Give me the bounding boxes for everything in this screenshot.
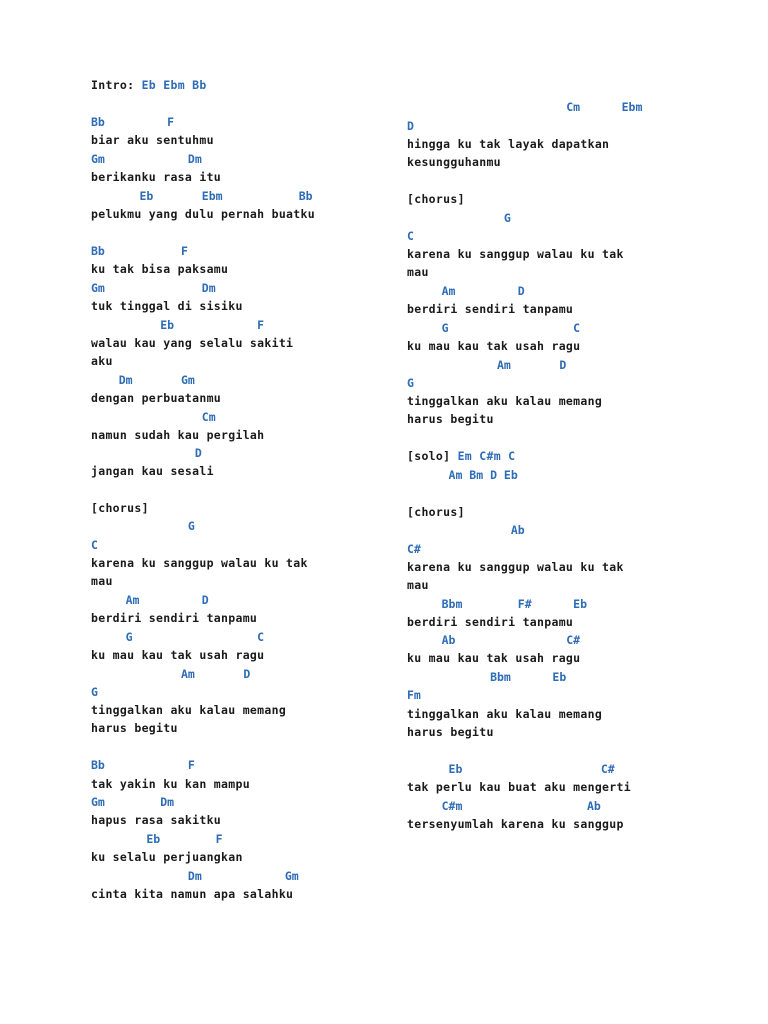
left-lyric-line: ku mau kau tak usah ragu (91, 648, 265, 662)
right-lyric-line: tak perlu kau buat aku mengerti (407, 780, 631, 794)
left-lyric-line: berdiri sendiri tanpamu (91, 611, 258, 625)
left-lyric-line: pelukmu yang dulu pernah buatku (91, 207, 315, 221)
left-chord-line: Eb F (91, 832, 223, 846)
left-chord-line: Gm Dm (91, 795, 175, 809)
left-chord-line: G C (91, 630, 265, 644)
right-chord-line: Am Bm D Eb (407, 468, 518, 482)
right-lyric-line: karena ku sanggup walau ku tak (407, 247, 624, 261)
right-chord-line: Fm (407, 688, 421, 702)
left-chord-line: D (91, 446, 202, 460)
left-chord-line: G (91, 519, 195, 533)
right-chord-line: Cm Ebm (407, 100, 643, 114)
left-chord-line: Eb F (91, 318, 265, 332)
right-lyric-line: [chorus] (407, 505, 465, 519)
left-lyric-line: berikanku rasa itu (91, 170, 222, 184)
section-label-text: Intro: (91, 78, 142, 92)
left-chord-line: Am D (91, 667, 251, 681)
right-chord-line: D (407, 119, 414, 133)
right-lyric-line: berdiri sendiri tanpamu (407, 302, 574, 316)
right-section-label (407, 447, 515, 465)
right-chord-line: Ab C# (407, 633, 581, 647)
left-chord-line: Dm Gm (91, 869, 299, 883)
left-lyric-line: karena ku sanggup walau ku tak (91, 556, 308, 570)
left-lyric-line: ku tak bisa paksamu (91, 262, 229, 276)
left-chord-line: Eb Ebm Bb (91, 189, 313, 203)
right-lyric-line: harus begitu (407, 725, 494, 739)
left-section-label (91, 76, 207, 94)
left-lyric-line: ku selalu perjuangkan (91, 850, 243, 864)
right-chord-line: Ab (407, 523, 525, 537)
right-chord-line: G C (407, 321, 581, 335)
inline-chords: Eb Ebm Bb (141, 78, 207, 92)
right-lyric-line: [chorus] (407, 192, 465, 206)
left-lyric-line: mau (91, 574, 113, 588)
left-lyric-line: walau kau yang selalu sakiti (91, 336, 294, 350)
right-lyric-line: hingga ku tak layak dapatkan (407, 137, 610, 151)
left-chord-line: Bb F (91, 115, 175, 129)
left-lyric-line: cinta kita namun apa salahku (91, 887, 294, 901)
right-lyric-line: kesungguhanmu (407, 155, 501, 169)
left-chord-line: Bb F (91, 244, 188, 258)
section-label-text: [solo] (407, 449, 458, 463)
right-chord-line: Am D (407, 358, 567, 372)
right-lyric-line: ku mau kau tak usah ragu (407, 339, 581, 353)
right-lyric-line: tinggalkan aku kalau memang (407, 707, 603, 721)
left-lyric-line: jangan kau sesali (91, 464, 214, 478)
left-chord-line: G (91, 685, 98, 699)
right-chord-line: G (407, 376, 414, 390)
left-chord-line: Gm Dm (91, 152, 202, 166)
right-chord-line: Eb C# (407, 762, 615, 776)
left-lyric-line: tak yakin ku kan mampu (91, 777, 250, 791)
left-chord-line: Am D (91, 593, 209, 607)
right-lyric-line: mau (407, 578, 429, 592)
right-chord-line: G (407, 211, 511, 225)
left-lyric-line: biar aku sentuhmu (91, 133, 214, 147)
left-chord-line: Bb F (91, 758, 195, 772)
left-lyric-line: harus begitu (91, 721, 178, 735)
left-lyric-line: aku (91, 354, 113, 368)
right-lyric-line: tinggalkan aku kalau memang (407, 394, 603, 408)
right-lyric-line: karena ku sanggup walau ku tak (407, 560, 624, 574)
left-chord-line: C (91, 538, 98, 552)
left-lyric-line: dengan perbuatanmu (91, 391, 222, 405)
inline-chords: Em C#m C (457, 449, 516, 463)
right-chord-line: C (407, 229, 414, 243)
left-lyric-line: tinggalkan aku kalau memang (91, 703, 287, 717)
right-lyric-line: harus begitu (407, 412, 494, 426)
left-lyric-line: tuk tinggal di sisiku (91, 299, 243, 313)
left-chord-line: Dm Gm (91, 373, 195, 387)
left-lyric-line: hapus rasa sakitku (91, 813, 222, 827)
left-chord-line: Cm (91, 410, 216, 424)
right-chord-line: C# (407, 542, 421, 556)
left-lyric-line: namun sudah kau pergilah (91, 428, 265, 442)
left-chord-line: Gm Dm (91, 281, 216, 295)
right-chord-line: Bbm F# Eb (407, 597, 588, 611)
right-lyric-line: berdiri sendiri tanpamu (407, 615, 574, 629)
left-lyric-line: [chorus] (91, 501, 149, 515)
right-chord-line: Bbm Eb (407, 670, 567, 684)
right-chord-line: Am D (407, 284, 525, 298)
right-chord-line: C#m Ab (407, 799, 601, 813)
right-lyric-line: mau (407, 265, 429, 279)
right-lyric-line: tersenyumlah karena ku sanggup (407, 817, 624, 831)
right-lyric-line: ku mau kau tak usah ragu (407, 651, 581, 665)
